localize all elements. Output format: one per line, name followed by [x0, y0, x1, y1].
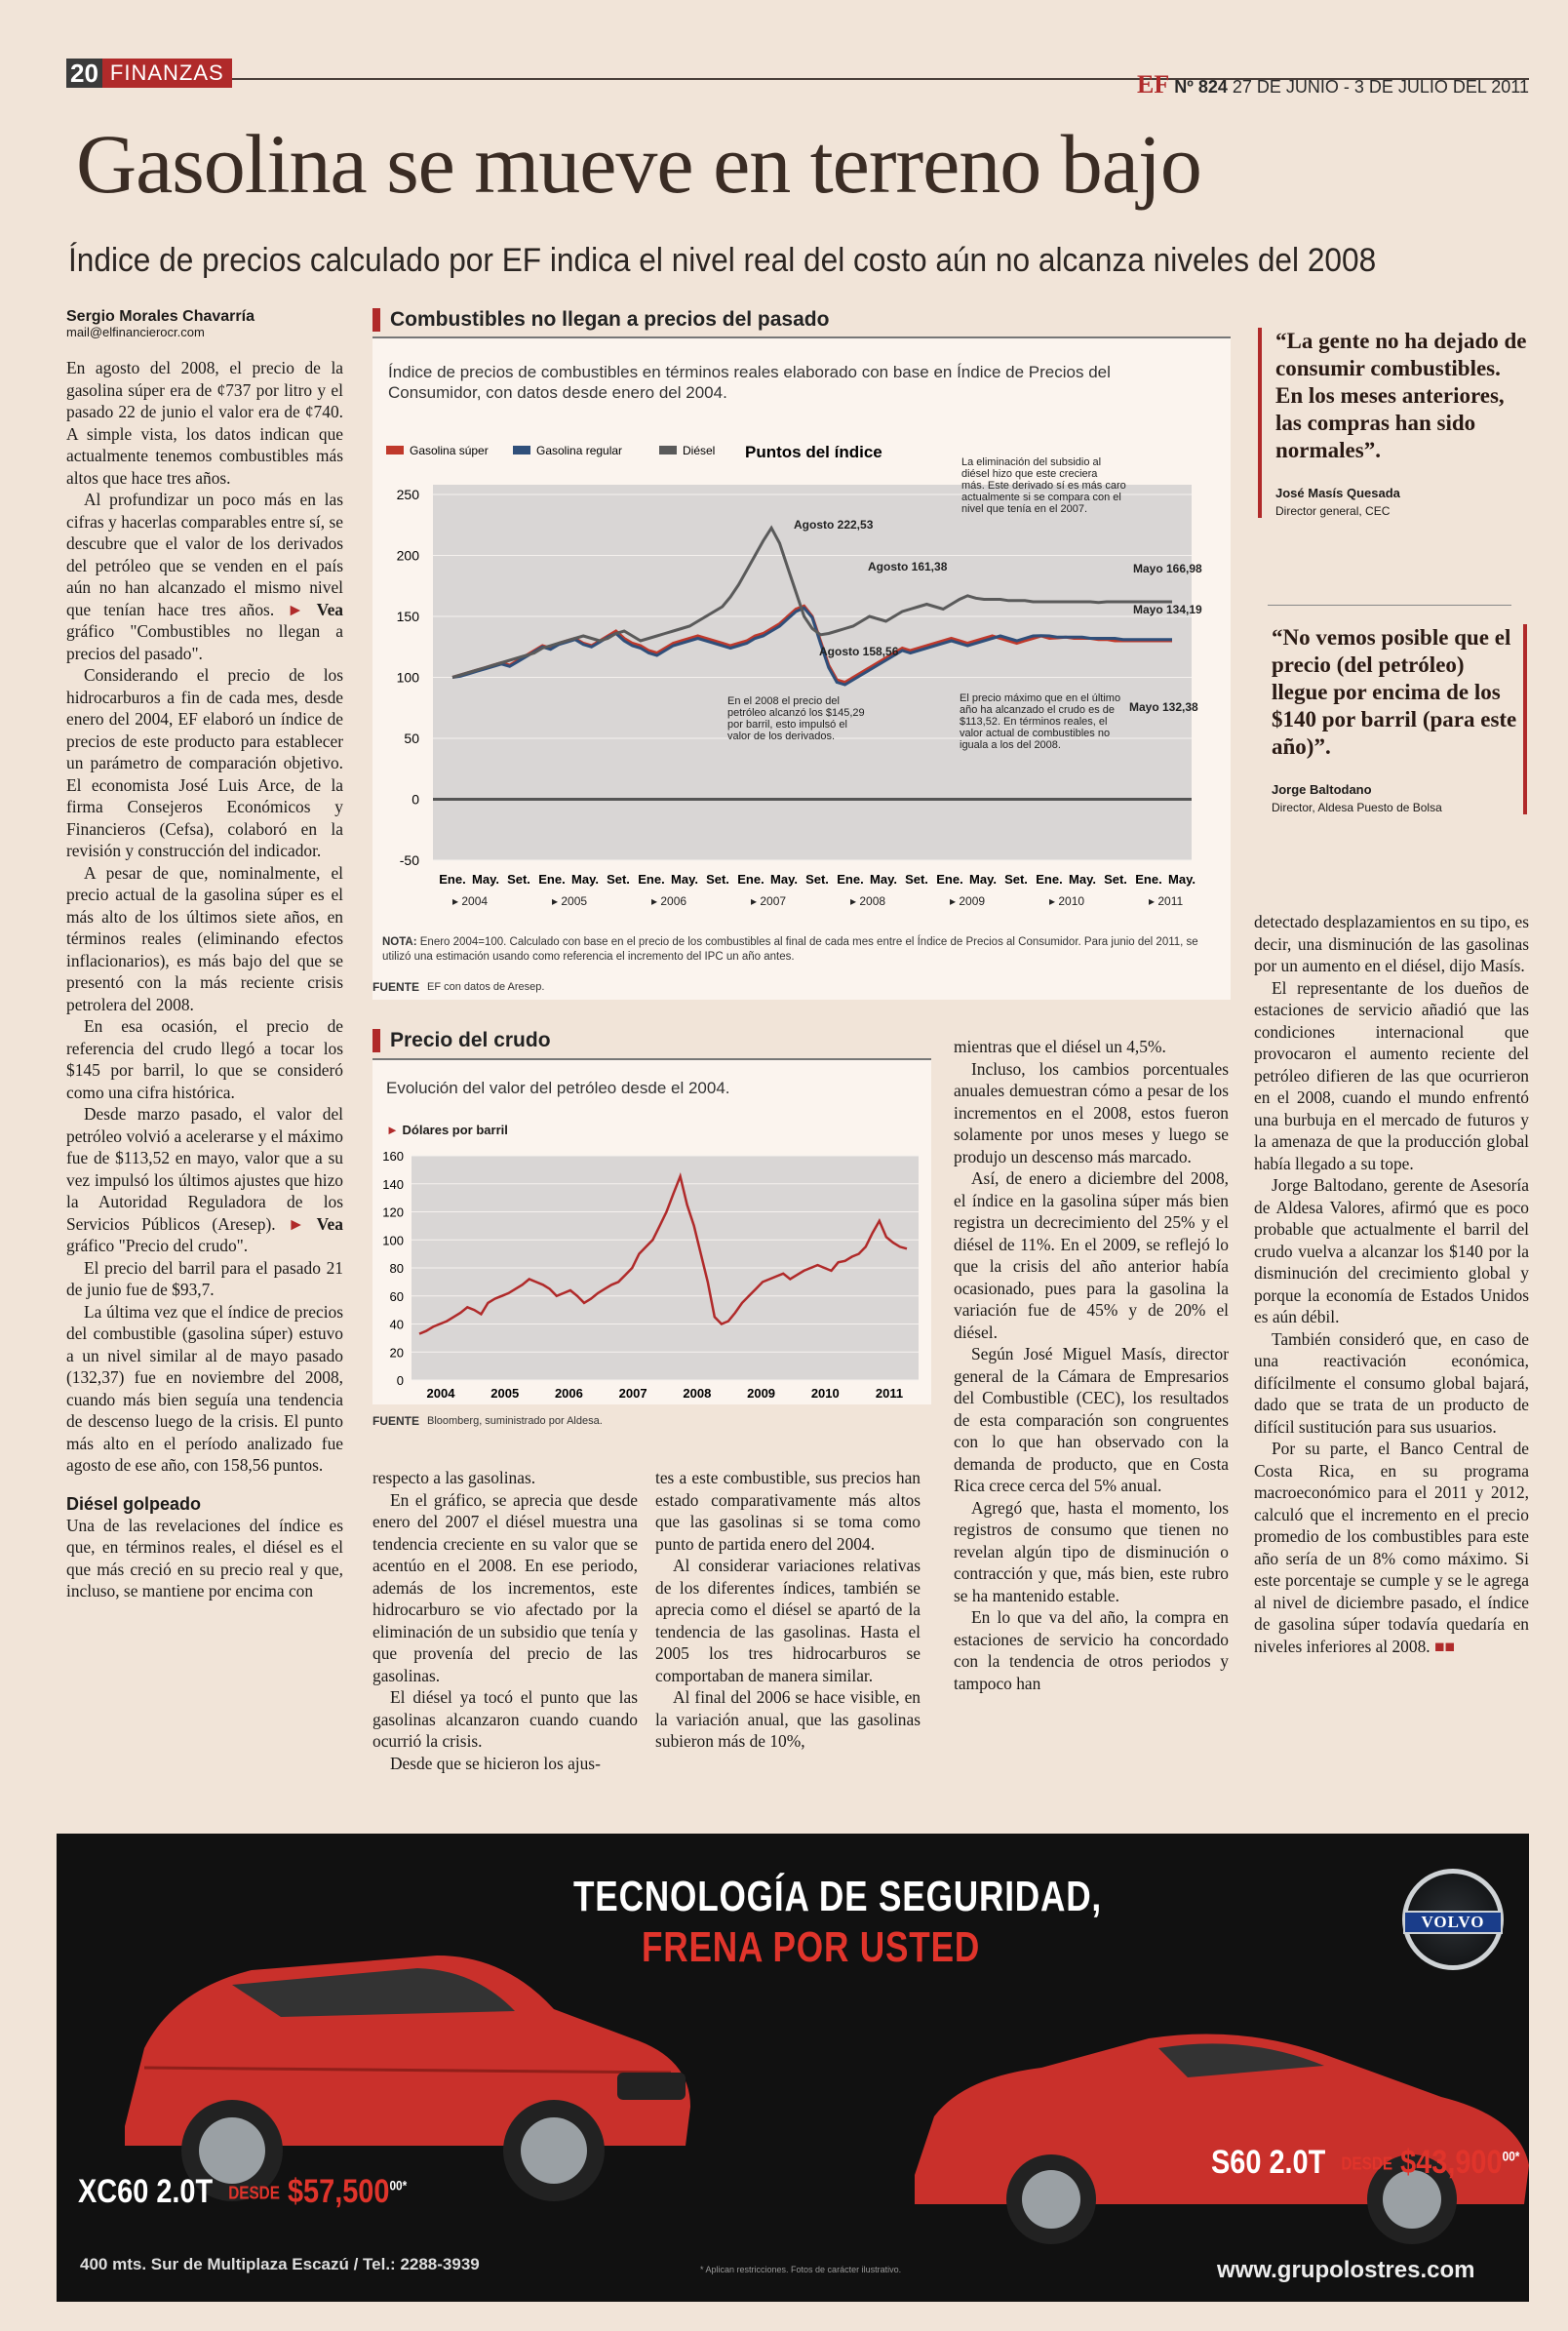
- paragraph: Jorge Baltodano, gerente de Asesoría de Aldesa Valores, afirmó que es poco probable que actualmente el barril del crudo vuelva a alcanzar los $140 por la disminución del crecimiento global y porque la economía de Estados Unidos es aún débil.: [1254, 1175, 1529, 1326]
- chart2-header: [372, 1029, 958, 1052]
- pull-quote-1: [1258, 328, 1527, 518]
- paragraph: En el gráfico, se aprecia que desde enero del 2007 el diésel muestra una tendencia creciente en su valor que se acentúo en el 2008. En ese periodo, además de los incrementos, este hidrocarburo se vio afectado por la eliminación de un subsidio que tenía y que provenía del precio de las gasolinas.: [372, 1489, 638, 1685]
- chart1-x-tick: Set.: [905, 872, 928, 887]
- chart1-x-tick: Set.: [1104, 872, 1127, 887]
- paragraph: Por su parte, el Banco Central de Costa Rica, en su programa macroeconómico para el 2011 y 2012, calculó que el incremento en el precio promedio de los combustibles para este año sería de un 8% como máximo. Si este porcentaje se cumple y se le agrega al nivel de diciembre pasado, el índice de gasolina súper todavía quedaría en niveles inferiores al 2008. ■■: [1254, 1439, 1529, 1656]
- quote-text: “No vemos posible que el precio (del petróleo) llegue por encima de los $140 por barril (para este año)”.: [1272, 625, 1517, 759]
- s60-price: S60 2.0T DESDE $\$43,900^{00*}$: [1211, 2144, 1520, 2181]
- issue-dates: 27 DE JUNIO - 3 DE JULIO DEL 2011: [1232, 77, 1529, 97]
- s60-car-image: [895, 1999, 1539, 2253]
- page-number: 20: [66, 59, 102, 88]
- deck: Índice de precios calculado por EF indica el nivel real del costo aún no alcanza niveles del 2008: [68, 242, 1377, 279]
- chart2-y-tick: 80: [389, 1261, 404, 1276]
- chart1-legend-label: Diésel: [683, 444, 716, 457]
- chart2-subtitle: Evolución del valor del petróleo desde el 2004.: [386, 1079, 730, 1097]
- chart1-callout: actualmente si se compara con el: [961, 492, 1121, 503]
- chart2-y-tick: 120: [382, 1205, 404, 1220]
- chart1-plot-area: [433, 485, 1192, 860]
- chart1-x-tick: Ene.: [936, 872, 963, 887]
- chart1-callout: La eliminación del subsidio al: [961, 456, 1102, 468]
- chart1-legend-label: Gasolina regular: [536, 444, 623, 457]
- chart2-y-tick: 100: [382, 1233, 404, 1248]
- chart2-y-tick: 160: [382, 1149, 404, 1164]
- paragraph: Al profundizar un poco más en las cifras y hacerlas comparables entre sí, se descubre que el valor de los derivados del petróleo que se venden en el país aún no han alcanzado el mismo nivel que tenían hace tres años. ► Vea gráfico "Combustibles no llegan a precios del pasado".: [66, 490, 343, 663]
- chart1-callout: iguala a los del 2008.: [960, 739, 1061, 751]
- chart1-callout: diésel hizo que este creciera: [961, 468, 1098, 480]
- chart1-callout: más. Este derivado sí es más caro: [961, 480, 1126, 492]
- byline-author: Sergio Morales Chavarría: [66, 308, 255, 325]
- chart1-x-tick: Ene.: [638, 872, 665, 887]
- chart1-legend-swatch: [513, 446, 530, 454]
- paragraph: Una de las revelaciones del índice es que, en términos reales, el diésel es el que más creció en su precio real y que, incluso, se mantiene por encima con: [66, 1515, 343, 1600]
- chart2-source: FUENTE Bloomberg, suministrado por Aldesa.: [372, 1414, 603, 1428]
- chart1-heading: Combustibles no llegan a precios del pasado: [390, 308, 830, 331]
- chart2-x-tick: 2010: [810, 1386, 840, 1401]
- paragraph: En agosto del 2008, el precio de la gasolina súper era de ¢737 por litro y el pasado 22 de junio el valor era de ¢740. A simple vista, los datos indican que actualmente tenemos combustibles más altos que hace tres años.: [66, 358, 343, 488]
- paragraph: También consideró que, en caso de una reactivación económica, difícilmente el consumo global bajará, dado que se trata de un producto de difícil sustitución para sus usuarios.: [1254, 1328, 1529, 1437]
- chart1-x-tick: May.: [870, 872, 897, 887]
- paragraph: tes a este combustible, sus precios han estado comparativamente más altos que las gasolinas si se toma como punto de partida enero del 2004.: [655, 1468, 921, 1554]
- headline: Gasolina se mueve en terreno bajo: [76, 117, 1201, 211]
- volvo-logo: [1402, 1869, 1504, 1970]
- chart1-callout: año ha alcanzado el crudo es de: [960, 704, 1116, 716]
- chart1-x-tick: May.: [472, 872, 499, 887]
- chart2-y-tick: 20: [389, 1345, 404, 1361]
- chart1-y-tick: -50: [399, 852, 419, 868]
- chart1-x-tick: May.: [671, 872, 698, 887]
- pull-quote-2: [1258, 624, 1527, 814]
- chart1-year-label: ▸ 2009: [950, 894, 986, 908]
- chart1-callout: $113,52. En términos reales, el: [960, 716, 1108, 728]
- chart1-callout: En el 2008 el precio del: [727, 695, 840, 707]
- paragraph: El precio del barril para el pasado 21 de junio fue de $93,7.: [66, 1257, 343, 1299]
- chart1-x-tick: Set.: [507, 872, 530, 887]
- chart1-annotation: Mayo 134,19: [1133, 603, 1202, 616]
- quote-role: Director general, CEC: [1275, 504, 1391, 518]
- chart1-y-tick: 0: [412, 791, 419, 808]
- chart1-source: FUENTE EF con datos de Aresep.: [372, 980, 545, 994]
- chart1-box: [372, 336, 1231, 1000]
- chart1-callout: por barril, esto impulsó el: [727, 719, 847, 731]
- chart1-note: NOTA: Enero 2004=100. Calculado con base en el precio de los combustibles al final de cada mes entre el Índice de Precios al Consumidor. Para junio del 2011, se utilizó una estimación usando como referencia el incremento del IPC un año antes.: [382, 936, 1198, 963]
- paragraph: respecto a las gasolinas.: [372, 1468, 536, 1487]
- chart1-legend-swatch: [659, 446, 677, 454]
- paragraph: Desde marzo pasado, el valor del petróleo volvió a acelerarse y el máximo fue de $113,52 en mayo, valor que a su vez impulsó los últimos ajustes que hizo la Autoridad Reguladora de los Servicios Públicos (Aresep). ► Vea gráfico "Precio del crudo".: [66, 1104, 343, 1255]
- paragraph: A pesar de que, nominalmente, el precio actual de la gasolina súper es el más alto de los últimos siete años, en términos reales (eliminando efectos inflacionarios), es más bajo del que se presentó con la más reciente crisis petrolera del 2008.: [66, 862, 343, 1014]
- volvo-ad[interactable]: [57, 1834, 1529, 2302]
- chart1-y-tick: 150: [396, 609, 419, 624]
- chart2-x-tick: 2004: [426, 1386, 455, 1401]
- chart1-x-tick: Ene.: [439, 872, 466, 887]
- chart2-unit: ► Dólares por barril: [386, 1123, 508, 1137]
- chart1-legend-label: Gasolina súper: [410, 444, 489, 457]
- column-5: [1254, 911, 1529, 1657]
- paragraph: mientras que el diésel un 4,5%.: [954, 1037, 1166, 1056]
- chart2-y-tick: 0: [396, 1373, 404, 1388]
- chart1-year-label: ▸ 2006: [651, 894, 687, 908]
- chart1-plot: [372, 436, 1231, 992]
- chart1-year-label: ▸ 2010: [1049, 894, 1085, 908]
- chart2-x-tick: 2007: [618, 1386, 647, 1401]
- paragraph: Según José Miguel Masís, director general de la Cámara de Empresarios del Combustible (CEC), los resultados de esta comparación son congruentes con lo que han observado con la demanda de producto, que en Costa Rica crece cerca del 5% anual.: [954, 1344, 1229, 1495]
- chart2-y-tick: 40: [389, 1317, 404, 1332]
- chart1-x-tick: Set.: [805, 872, 829, 887]
- chart2-heading: Precio del crudo: [390, 1029, 551, 1051]
- issue-number: Nº 824: [1174, 77, 1228, 97]
- ad-fineprint: * Aplican restricciones. Fotos de carácter ilustrativo.: [700, 2265, 902, 2274]
- chart1-callout: petróleo alcanzó los $145,29: [727, 707, 865, 719]
- end-mark-icon: ■■: [1433, 1636, 1455, 1656]
- section-name: FINANZAS: [102, 59, 232, 88]
- chart1-year-label: ▸ 2005: [552, 894, 588, 908]
- chart1-x-tick: Ene.: [1036, 872, 1063, 887]
- chart1-x-tick: May.: [770, 872, 798, 887]
- chart1-x-tick: Set.: [607, 872, 630, 887]
- chart1-year-label: ▸ 2011: [1149, 894, 1184, 908]
- ad-website[interactable]: www.grupolostres.com: [1217, 2257, 1475, 2283]
- brand-mark: EF: [1137, 70, 1170, 99]
- chart2-box: [372, 1058, 931, 1404]
- quote-role: Director, Aldesa Puesto de Bolsa: [1272, 801, 1442, 814]
- chart1-x-tick: May.: [1168, 872, 1196, 887]
- xc60-car-image: [86, 1902, 710, 2214]
- chart1-x-tick: Ene.: [1135, 872, 1162, 887]
- chart1-callout: nivel que tenía en el 2007.: [961, 503, 1088, 515]
- column-2: [372, 1467, 638, 1774]
- paragraph: Considerando el precio de los hidrocarburos a fin de cada mes, desde enero del 2004, EF elaboró un índice de precios de este producto para establecer un parámetro de comparación objetivo. El economista José Luis Arce, de la firma Consejeros Económicos y Financieros (Cefsa), colaboró en la revisión y construcción del indicador.: [66, 665, 343, 860]
- paragraph: Al final del 2006 se hace visible, en la variación anual, que las gasolinas subieron más de 10%,: [655, 1687, 921, 1751]
- chart2-x-tick: 2009: [747, 1386, 776, 1401]
- chart1-callout: valor actual de combustibles no: [960, 728, 1111, 739]
- chart1-x-tick: May.: [571, 872, 599, 887]
- page-header: [66, 59, 232, 88]
- chart1-subtitle: Índice de precios de combustibles en términos reales elaborado con base en Índice de Precios del Consumidor, con datos desde enero del 2004.: [388, 363, 1111, 402]
- column-3: [655, 1467, 921, 1753]
- ad-title-1: TECNOLOGÍA DE SEGURIDAD,: [573, 1873, 1103, 1920]
- quote-author: Jorge Baltodano: [1272, 782, 1372, 797]
- quote-divider: [1268, 605, 1511, 606]
- byline-email: mail@elfinancierocr.com: [66, 325, 205, 339]
- chart1-annotation: Mayo 166,98: [1133, 562, 1202, 575]
- chart2-x-tick: 2006: [554, 1386, 583, 1401]
- paragraph: El diésel ya tocó el punto que las gasolinas alcanzaron cuando cuando ocurrió la crisis.: [372, 1687, 638, 1751]
- chart1-y-tick: 200: [396, 547, 419, 564]
- chart2-x-tick: 2005: [490, 1386, 520, 1401]
- chart1-legend-title: Puntos del índice: [745, 443, 882, 461]
- quote-text: “La gente no ha dejado de consumir combustibles. En los meses anteriores, las compras han sido normales”.: [1275, 329, 1527, 462]
- paragraph: Desde que se hicieron los ajus-: [390, 1753, 601, 1773]
- chart1-header: [372, 308, 1231, 332]
- ad-title-2: FRENA POR USTED: [642, 1923, 981, 1971]
- see-ref: Vea: [316, 599, 343, 619]
- chart1-x-tick: May.: [1069, 872, 1096, 887]
- ad-address: 400 mts. Sur de Multiplaza Escazú / Tel.: 2288-3939: [80, 2255, 480, 2273]
- chart1-x-tick: Ene.: [837, 872, 864, 887]
- paragraph: Incluso, los cambios porcentuales anuales demuestran cómo a pesar de los incrementos en el 2008, estos fueron solamente por unos meses y luego se produjo un descenso más marcado.: [954, 1058, 1229, 1166]
- quote-author: José Masís Quesada: [1275, 486, 1400, 500]
- paragraph: El representante de los dueños de estaciones de servicio añadió que las condiciones internacional que provocaron el aumento reciente del petróleo difieren de las que ocurrieron en el 2008, cuando el mundo enfrentó una burbuja en el mercado de futuros y la amenaza de que la producción global había llegado a su tope.: [1254, 977, 1529, 1173]
- chart2-y-tick: 140: [382, 1176, 404, 1192]
- chart1-legend-swatch: [386, 446, 404, 454]
- chart1-x-tick: Set.: [706, 872, 729, 887]
- chart1-callout: valor de los derivados.: [727, 731, 836, 742]
- chart2-y-tick: 60: [389, 1288, 404, 1304]
- chart1-year-label: ▸ 2004: [452, 894, 489, 908]
- chart1-annotation: Agosto 161,38: [868, 560, 948, 573]
- subhead: Diésel golpeado: [66, 1493, 202, 1514]
- chart1-x-tick: Ene.: [538, 872, 566, 887]
- chart1-annotation: Mayo 132,38: [1129, 700, 1198, 714]
- chart1-y-tick: 100: [396, 669, 419, 686]
- chart1-callout: El precio máximo que en el último: [960, 692, 1121, 704]
- paragraph: Al considerar variaciones relativas de los diferentes índices, también se aprecia como el diésel se apartó de la tendencia de las gasolinas. Hasta el 2005 los tres hidrocarburos se comportaban de manera similar.: [655, 1556, 921, 1685]
- paragraph: detectado desplazamientos en su tipo, es decir, una disminución de las gasolinas por un aumento en el diésel, dijo Masís.: [1254, 912, 1529, 975]
- chart2-x-tick: 2008: [683, 1386, 712, 1401]
- xc60-price: XC60 2.0T DESDE $\$57,500^{00*}$: [78, 2173, 408, 2210]
- issue-info: [1137, 70, 1529, 99]
- paragraph: La última vez que el índice de precios del combustible (gasolina súper) estuvo a un nivel similar al de mayo pasado (132,37) fue en noviembre del 2008, cuando más bien seguía una tendencia de descenso luego de la crisis. El punto más alto en el período analizado fue agosto de ese año, con 158,56 puntos.: [66, 1301, 343, 1475]
- paragraph: Así, de enero a diciembre del 2008, el índice en la gasolina súper más bien registra un decrecimiento del 25% y el diésel de 11%. En el 2009, se reflejó lo que la crisis del año anterior había ocasionado, pues para la gasolina la variación fue de 45% y de 20% el diésel.: [954, 1168, 1229, 1342]
- chart1-x-tick: Set.: [1004, 872, 1028, 887]
- chart2-x-tick: 2011: [875, 1386, 904, 1401]
- paragraph: En esa ocasión, el precio de referencia del crudo llegó a tocar los $145 por barril, lo que se consideró como una cifra histórica.: [66, 1016, 343, 1102]
- paragraph: Agregó que, hasta el momento, los registros de consumo que tienen no revelan algún tipo de disminución o contracción y que, más bien, este rubro se ha mantenido estable.: [954, 1497, 1229, 1605]
- chart1-x-tick: Ene.: [737, 872, 764, 887]
- paragraph: En lo que va del año, la compra en estaciones de servicio ha concordado con la tendencia de otros periodos y tampoco han: [954, 1607, 1229, 1693]
- volvo-logo-text: VOLVO: [1403, 1911, 1503, 1934]
- column-4: [954, 1036, 1229, 1694]
- chart1-y-tick: 250: [396, 487, 419, 502]
- chart1-year-label: ▸ 2008: [850, 894, 886, 908]
- chart2-plot: [372, 1138, 931, 1402]
- see-ref: Vea: [316, 1213, 343, 1234]
- column-1: [66, 357, 343, 1602]
- chart1-annotation: Agosto 222,53: [794, 518, 874, 532]
- chart1-x-tick: May.: [969, 872, 997, 887]
- chart1-annotation: Agosto 158,56: [819, 645, 899, 658]
- chart1-year-label: ▸ 2007: [751, 894, 787, 908]
- chart1-y-tick: 50: [404, 731, 419, 746]
